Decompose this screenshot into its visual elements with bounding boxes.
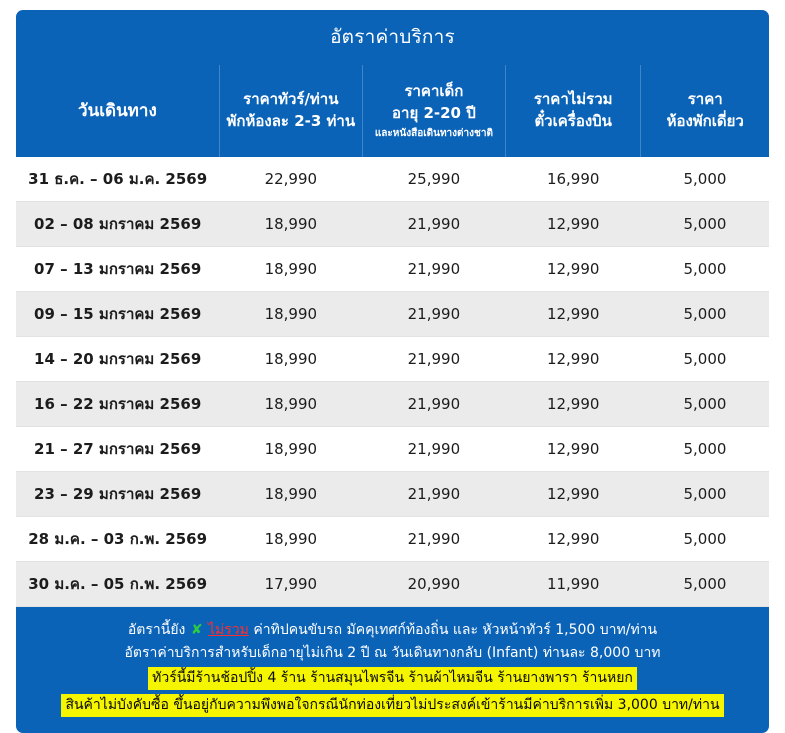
column-header-child-price-note: และหนังสือเดินทางต่างชาติ	[374, 127, 493, 139]
column-header-no-airfare-sub: ตั๋วเครื่องบิน	[534, 112, 612, 130]
note-no-shop-fee: สินค้าไม่บังคับซื้อ ขึ้นอยู่กับความพึงพอใจกรณีนักท่องเที่ยวไม่ประสงค์เข้าร้านมีค่าบริการเพิ่ม 3,000 บาท/ท่าน	[61, 694, 723, 717]
cell-child-price: 21,990	[362, 202, 505, 247]
note-no-shop-fee-wrapper	[26, 692, 759, 719]
note-infant: อัตราค่าบริการสำหรับเด็กอายุไม่เกิน 2 ปี ณ วันเดินทางกลับ (Infant) ท่านละ 8,000 บาท	[124, 644, 661, 661]
cell-tour-price: 18,990	[219, 247, 362, 292]
cell-single-room: 5,000	[641, 157, 769, 202]
note-shops: ทัวร์นี้มีร้านช้อปปิ้ง 4 ร้าน ร้านสมุนไพรจีน ร้านผ้าไหมจีน ร้านยางพารา ร้านหยก	[148, 667, 637, 690]
table-body	[16, 157, 769, 607]
note-tips-prefix: อัตรานี้ยัง	[127, 622, 186, 638]
column-header-travel-date-label: วันเดินทาง	[78, 100, 157, 121]
cell-child-price: 21,990	[362, 337, 505, 382]
column-header-no-airfare	[505, 65, 641, 157]
cell-child-price: 21,990	[362, 247, 505, 292]
cell-travel-date: 23 – 29 มกราคม 2569	[16, 472, 219, 517]
column-header-child-price-sub: อายุ 2-20 ปี	[392, 103, 476, 122]
cell-child-price: 25,990	[362, 157, 505, 202]
cell-no-airfare: 16,990	[505, 157, 641, 202]
page-title: อัตราค่าบริการ	[16, 10, 769, 65]
cell-travel-date: 31 ธ.ค. – 06 ม.ค. 2569	[16, 157, 219, 202]
table-row	[16, 157, 769, 202]
column-header-tour-price-label: ราคาทัวร์/ท่าน	[243, 90, 339, 109]
rates-table	[16, 65, 769, 607]
cell-single-room: 5,000	[641, 292, 769, 337]
table-row	[16, 247, 769, 292]
column-header-child-price	[362, 65, 505, 157]
note-tips-suffix: ค่าทิปคนขับรถ มัคคุเทศก์ท้องถิ่น และ หัวหน้าทัวร์ 1,500 บาท/ท่าน	[253, 622, 658, 638]
note-tips-exclusion: ไม่รวม	[208, 622, 249, 638]
cell-travel-date: 30 ม.ค. – 05 ก.พ. 2569	[16, 562, 219, 607]
cell-travel-date: 16 – 22 มกราคม 2569	[16, 382, 219, 427]
table-row	[16, 562, 769, 607]
cell-child-price: 21,990	[362, 472, 505, 517]
cell-single-room: 5,000	[641, 382, 769, 427]
cell-no-airfare: 12,990	[505, 337, 641, 382]
table-row	[16, 202, 769, 247]
cell-tour-price: 18,990	[219, 382, 362, 427]
cell-tour-price: 18,990	[219, 427, 362, 472]
cell-tour-price: 18,990	[219, 292, 362, 337]
cell-travel-date: 21 – 27 มกราคม 2569	[16, 427, 219, 472]
cell-travel-date: 14 – 20 มกราคม 2569	[16, 337, 219, 382]
cell-no-airfare: 12,990	[505, 382, 641, 427]
cell-travel-date: 09 – 15 มกราคม 2569	[16, 292, 219, 337]
cell-single-room: 5,000	[641, 427, 769, 472]
cell-tour-price: 18,990	[219, 472, 362, 517]
cell-single-room: 5,000	[641, 562, 769, 607]
cell-tour-price: 18,990	[219, 517, 362, 562]
cell-travel-date: 28 ม.ค. – 03 ก.พ. 2569	[16, 517, 219, 562]
cell-no-airfare: 11,990	[505, 562, 641, 607]
cell-no-airfare: 12,990	[505, 247, 641, 292]
cell-travel-date: 02 – 08 มกราคม 2569	[16, 202, 219, 247]
column-header-child-price-label: ราคาเด็ก	[404, 82, 464, 100]
cell-child-price: 20,990	[362, 562, 505, 607]
table-row	[16, 517, 769, 562]
cell-single-room: 5,000	[641, 247, 769, 292]
cell-child-price: 21,990	[362, 517, 505, 562]
rate-card	[16, 10, 769, 733]
cell-no-airfare: 12,990	[505, 202, 641, 247]
note-shops-wrapper	[26, 665, 759, 692]
cell-tour-price: 22,990	[219, 157, 362, 202]
table-row	[16, 427, 769, 472]
cell-tour-price: 17,990	[219, 562, 362, 607]
column-header-single-room	[641, 65, 769, 157]
column-header-single-room-sub: ห้องพักเดี่ยว	[666, 112, 744, 130]
cell-child-price: 21,990	[362, 427, 505, 472]
note-tips	[26, 620, 759, 642]
cell-travel-date: 07 – 13 มกราคม 2569	[16, 247, 219, 292]
column-header-travel-date	[16, 65, 219, 157]
cell-tour-price: 18,990	[219, 337, 362, 382]
table-header	[16, 65, 769, 157]
column-header-tour-price	[219, 65, 362, 157]
table-row	[16, 337, 769, 382]
table-row	[16, 382, 769, 427]
footer-notes	[16, 607, 769, 733]
table-row	[16, 292, 769, 337]
table-header-row	[16, 65, 769, 157]
cell-single-room: 5,000	[641, 337, 769, 382]
cell-no-airfare: 12,990	[505, 292, 641, 337]
column-header-tour-price-sub: พักห้องละ 2-3 ท่าน	[226, 112, 356, 130]
cell-tour-price: 18,990	[219, 202, 362, 247]
cell-no-airfare: 12,990	[505, 472, 641, 517]
cell-no-airfare: 12,990	[505, 517, 641, 562]
column-header-single-room-label: ราคา	[687, 90, 723, 109]
cross-mark-icon: ✘	[190, 622, 203, 638]
cell-child-price: 21,990	[362, 292, 505, 337]
cell-single-room: 5,000	[641, 472, 769, 517]
cell-child-price: 21,990	[362, 382, 505, 427]
cell-single-room: 5,000	[641, 202, 769, 247]
cell-single-room: 5,000	[641, 517, 769, 562]
cell-no-airfare: 12,990	[505, 427, 641, 472]
column-header-no-airfare-label: ราคาไม่รวม	[533, 90, 613, 109]
table-row	[16, 472, 769, 517]
